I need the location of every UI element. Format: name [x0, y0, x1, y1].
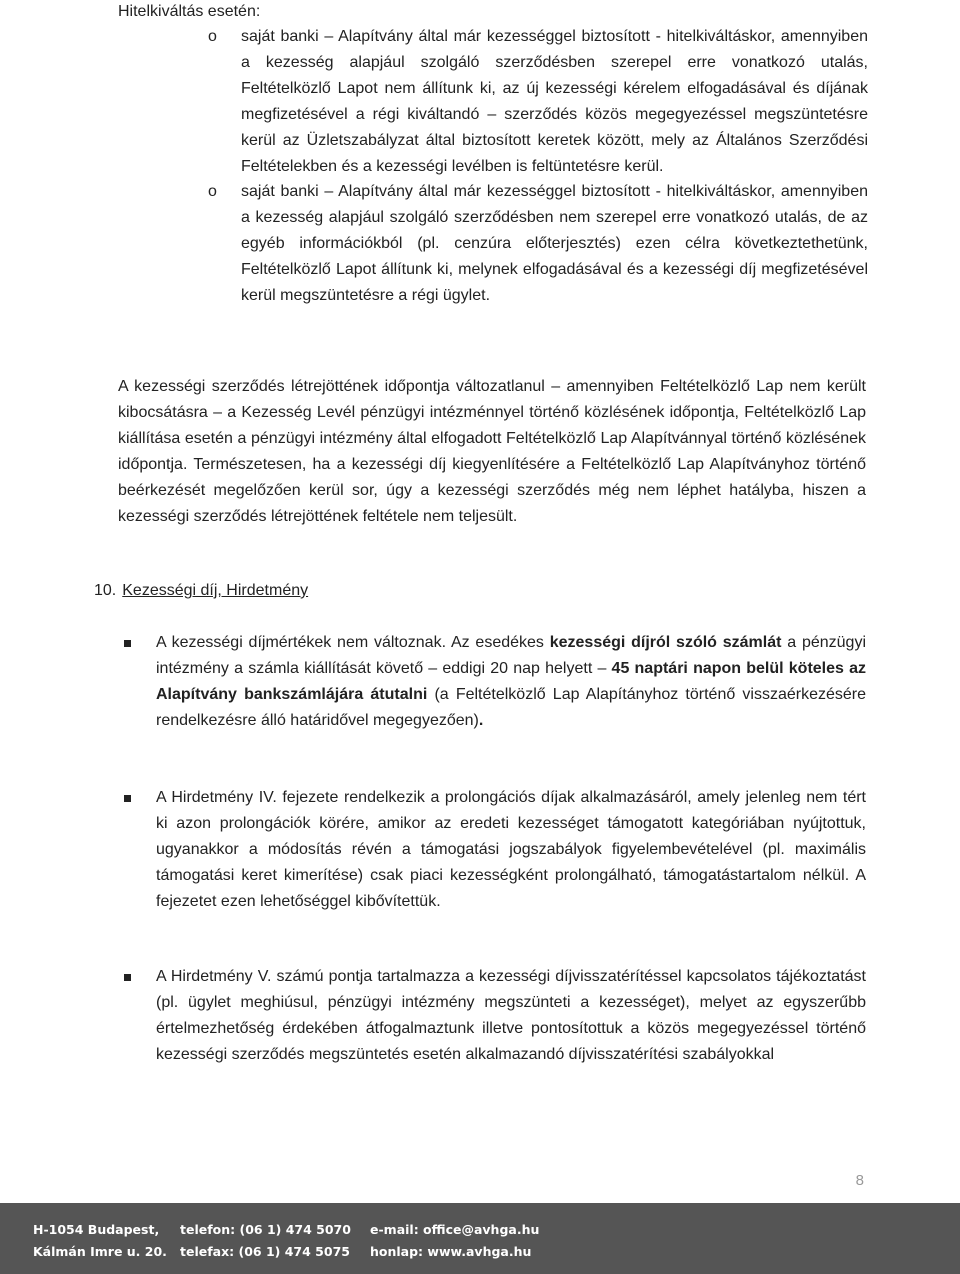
footer-address-line: H-1054 Budapest,	[33, 1222, 160, 1237]
square-bullet-icon	[124, 795, 131, 802]
sub-list-item	[208, 179, 868, 309]
page-number: 8	[855, 1172, 864, 1189]
bullet-item	[124, 964, 866, 1068]
bullet-text-part: (a Feltételközlő Lap Alapítányhoz történő visszaérkezésére rendelkezésre álló határidővel megegyezően)	[156, 685, 867, 729]
section-number: 10.	[94, 582, 117, 599]
footer-email: e-mail: office@avhga.hu	[370, 1222, 540, 1237]
sub-item-text: saját banki – Alapítvány által már kezességgel biztosított - hitelkiváltáskor, amennyiben a kezesség alapjául szolgáló szerződésben szerepel erre vonatkozó utalás, Feltételközlő Lapot nem állítunk ki, az új kezességi kérelem elfogadásával és díjának megfizetésével a régi kiváltandó – szerződés közös megegyezéssel megszüntetésre kerül az Üzletszabályzat által biztosított keretek között, mely az Általános Szerződési Feltételekben és a kezességi levélben is feltüntetésre kerül.	[241, 28, 868, 175]
bullet-text: A Hirdetmény IV. fejezete rendelkezik a prolongációs díjak alkalmazásáról, amely jelenleg nem tért ki azon prolongációk körére, amikor az eredeti kezességet támogatott kategóriában nyújtottuk, ugyanakkor a módosítás révén a támogatási jogszabályok figyelembevételével (pl. maximális támogatási keret kimerítése) csak piaci kezességként prolongálható, támogatástartalom nélkül. A fejezetet ezen lehetőséggel kibővítettük.	[156, 789, 866, 910]
footer-web: honlap: www.avhga.hu	[370, 1244, 532, 1259]
bullet-bold-text: 45 naptári napon belül köteles az Alapítvány bankszámlájára átutalni	[156, 659, 866, 703]
list-marker: o	[208, 183, 217, 201]
bullet-item	[124, 630, 866, 734]
sub-item-text: saját banki – Alapítvány által már kezességgel biztosított - hitelkiváltáskor, amennyiben a kezesség alapjául szolgáló szerződésben nem szerepel erre vonatkozó utalás, de az egyéb információkból (pl. cenzúra előterjesztés) ezen célra következtethetünk, Feltételközlő Lapot állítunk ki, melynek elfogadásával és a kezességi díj megfizetésével kerül megszüntetésre a régi ügylet.	[241, 183, 868, 305]
body-paragraph: A kezességi szerződés létrejöttének időpontja változatlanul – amennyiben Feltételközlő Lap nem került kibocsátásra – a Kezesség Levél pénzügyi intézménnyel történő közlésének időpontja, Feltételközlő Lap kiállítása esetén a pénzügyi intézmény által elfogadott Feltételközlő Lap Alapítvánnyal történő közlésének időpontja. Természetesen, ha a kezességi díj kiegyenlítésére a Feltételközlő Lap Alapítványhoz történő beérkezését megelőzően kerül sor, úgy a kezességi szerződés még nem léphet hatályba, hiszen a kezességi szerződés létrejöttének feltétele nem teljesült.	[118, 378, 866, 525]
bullet-bold-text: .	[478, 711, 484, 729]
footer-contact	[370, 1219, 539, 1263]
sub-list	[208, 24, 868, 309]
sub-list-item	[208, 24, 868, 179]
bullet-bold-text: kezességi díjról szóló számlát	[549, 634, 782, 651]
square-bullet-icon	[124, 640, 131, 647]
footer-phones	[180, 1219, 351, 1263]
bullet-text-part: a pénzügyi intézmény a számla kiállítását követő – eddigi 20 nap helyett –	[156, 634, 866, 677]
section-title	[94, 578, 308, 604]
square-bullet-icon	[124, 974, 131, 981]
bullet-list	[124, 964, 866, 1068]
footer-address	[33, 1219, 167, 1263]
footer-phone: telefon: (06 1) 474 5070	[180, 1222, 351, 1237]
list-marker: o	[208, 28, 217, 45]
footer-fax: telefax: (06 1) 474 5075	[180, 1244, 350, 1259]
bullet-text: A Hirdetmény V. számú pontja tartalmazza a kezességi díjvisszatérítéssel kapcsolatos tájékoztatást (pl. ügylet meghiúsul, pénzügyi intézmény megszünteti a kezességet), melyet az egyszerűbb értelmezhetőség érdekében átfogalmaztunk illetve pontosítottuk a közös megegyezéssel történő kezességi szerződés megszüntetés esetén alkalmazandó díjvisszatérítési szabályokkal	[156, 968, 866, 1063]
bullet-list	[124, 630, 866, 734]
bullet-text-part: A kezességi díjmértékek nem változnak. Az esedékes	[156, 634, 550, 651]
section-heading: Hitelkiváltás esetén:	[118, 3, 261, 20]
bullet-item	[124, 785, 866, 915]
bullet-list	[124, 785, 866, 915]
footer-bar	[0, 1203, 960, 1274]
footer-address-line: Kálmán Imre u. 20.	[33, 1244, 167, 1259]
section-title-text: Kezességi díj, Hirdetmény	[122, 582, 309, 599]
